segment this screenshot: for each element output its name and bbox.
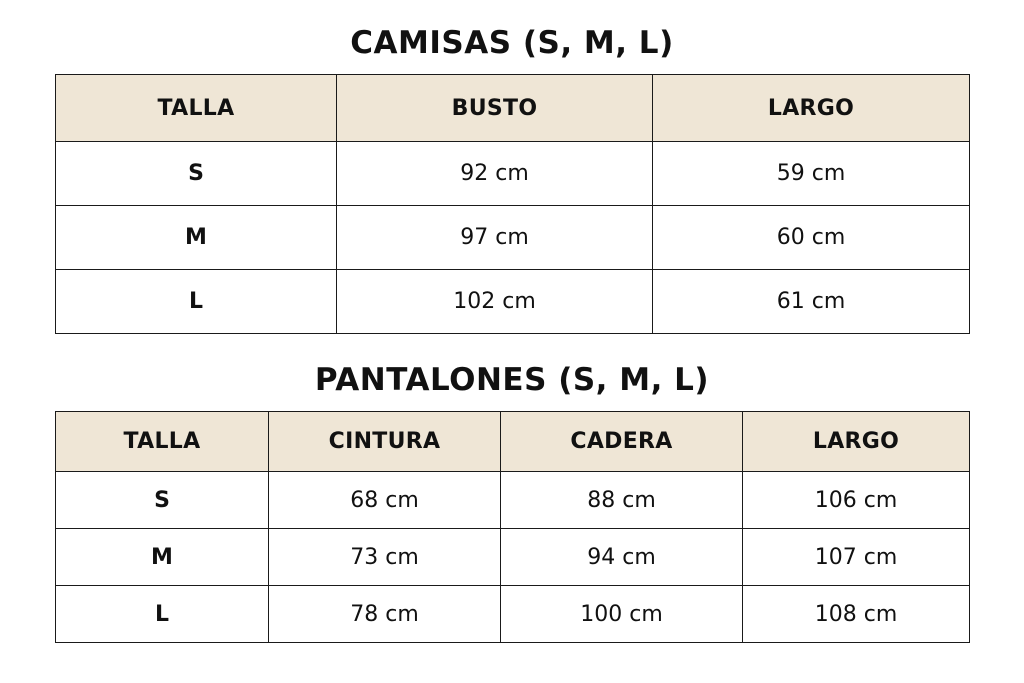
cintura-cell: 68 cm: [269, 472, 501, 529]
cintura-cell: 78 cm: [269, 586, 501, 643]
largo-cell: 60 cm: [653, 206, 970, 270]
pantalones-title: PANTALONES (S, M, L): [314, 362, 710, 398]
column-header-talla: TALLA: [56, 75, 337, 142]
size-cell: M: [56, 529, 269, 586]
column-header-cadera: CADERA: [501, 412, 743, 472]
size-cell: L: [56, 270, 337, 334]
table-row: [56, 529, 970, 586]
busto-cell: 92 cm: [337, 142, 653, 206]
camisas-size-table: [55, 74, 970, 334]
size-cell: L: [56, 586, 269, 643]
largo-cell: 106 cm: [743, 472, 970, 529]
cintura-cell: 73 cm: [269, 529, 501, 586]
table-header-row: [56, 75, 970, 142]
size-cell: S: [56, 142, 337, 206]
table-row: [56, 586, 970, 643]
column-header-largo: LARGO: [743, 412, 970, 472]
table-row: [56, 142, 970, 206]
cadera-cell: 88 cm: [501, 472, 743, 529]
table-row: [56, 270, 970, 334]
busto-cell: 97 cm: [337, 206, 653, 270]
largo-cell: 107 cm: [743, 529, 970, 586]
table-row: [56, 472, 970, 529]
table-row: [56, 206, 970, 270]
pantalones-size-table: [55, 411, 970, 643]
column-header-largo: LARGO: [653, 75, 970, 142]
largo-cell: 108 cm: [743, 586, 970, 643]
largo-cell: 61 cm: [653, 270, 970, 334]
column-header-busto: BUSTO: [337, 75, 653, 142]
cadera-cell: 94 cm: [501, 529, 743, 586]
largo-cell: 59 cm: [653, 142, 970, 206]
busto-cell: 102 cm: [337, 270, 653, 334]
size-cell: M: [56, 206, 337, 270]
camisas-title: CAMISAS (S, M, L): [350, 25, 674, 61]
cadera-cell: 100 cm: [501, 586, 743, 643]
column-header-cintura: CINTURA: [269, 412, 501, 472]
column-header-talla: TALLA: [56, 412, 269, 472]
size-cell: S: [56, 472, 269, 529]
table-header-row: [56, 412, 970, 472]
